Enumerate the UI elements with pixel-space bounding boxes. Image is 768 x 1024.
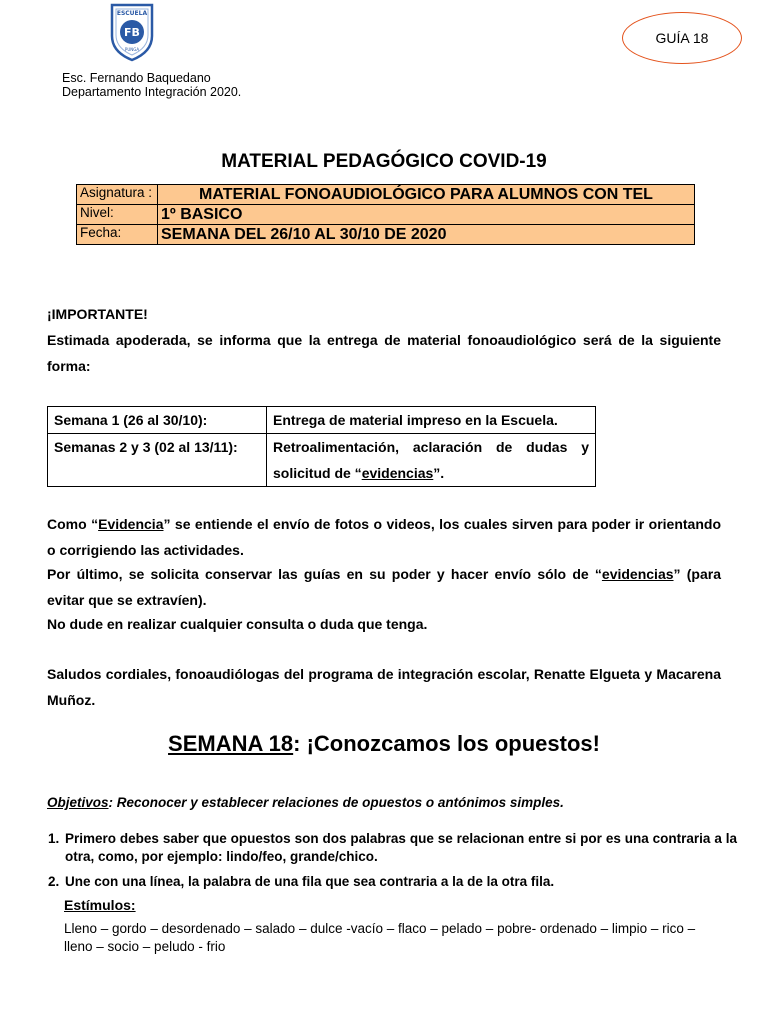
week-heading-subtitle: : ¡Conozcamos los opuestos! [293,731,600,756]
logo-arc-text: ESCUELA [116,10,148,17]
department-name: Departamento Integración 2020. [62,85,242,99]
stimuli-label: Estímulos: [64,897,136,913]
logo-initials: FB [124,26,140,39]
evidence-term: Evidencia [98,516,164,532]
table-row [48,434,596,487]
info-table [76,184,695,245]
evidence-text: ” se entiende el envío de fotos o videos, los cuales sirven para poder ir orientando o corrigiendo las actividades. [47,516,721,558]
guide-number-badge [622,12,742,64]
level-value: 1º BASICO [158,205,695,225]
contact-paragraph: No dude en realizar cualquier consulta o duda que tenga. [47,616,428,632]
subject-label: Asignatura : [77,185,158,205]
stimuli-words: Lleno – gordo – desordenado – salado – dulce -vacío – flaco – pelado – pobre- ordenado – limpio – rico – lleno – socio – peludo - frio [64,921,696,954]
week-heading-label: SEMANA 18 [168,731,294,756]
guide-number-label: GUÍA 18 [655,30,709,46]
date-label: Fecha: [77,225,158,245]
info-row-subject [77,185,695,205]
objectives-label: Objetivos [47,795,109,810]
document-title: MATERIAL PEDAGÓGICO COVID-19 [221,151,547,172]
logo-bottom-text: PUNGA [124,47,140,52]
evidence-text: Como “ [47,516,99,532]
objectives-text: : Reconocer y establecer relaciones de opuestos o antónimos simples. [108,795,564,810]
greeting-paragraph: Saludos cordiales, fonoaudiólogas del programa de integración escolar, Renatte Elgueta y Macarena Muñoz. [47,666,721,708]
keep-guides-text: Por último, se solicita conservar las guías en su poder y hacer envío sólo de “ [47,566,602,582]
list-item: 2. Une con una línea, la palabra de una fila que sea contraria a la de la otra fila. [63,873,737,891]
subject-value: MATERIAL FONOAUDIOLÓGICO PARA ALUMNOS CON TEL [158,185,695,205]
notice-text: Estimada apoderada, se informa que la entrega de material fonoaudiológico será de la siguiente forma: [47,332,721,374]
activity-cell [267,407,596,434]
evidence-term: evidencias [601,566,674,582]
evidence-link: evidencias [361,465,434,481]
table-row [48,407,596,434]
school-logo [108,2,156,62]
week-cell: Semana 1 (26 al 30/10): [48,407,267,434]
info-row-date [77,225,695,245]
instructions-list [47,830,737,898]
notice-heading: ¡IMPORTANTE! [47,306,148,322]
level-label: Nivel: [77,205,158,225]
activity-cell [267,434,596,487]
school-info [62,71,241,99]
evidence-paragraph [47,511,721,563]
list-item: 1. Primero debes saber que opuestos son dos palabras que se relacionan entre si por es una contraria a la otra, como, por ejemplo: lindo/feo, grande/chico. [63,830,737,866]
keep-guides-paragraph [47,561,721,613]
week-heading [0,731,768,757]
activity-text-end: ”. [433,465,445,481]
week-cell: Semanas 2 y 3 (02 al 13/11): [48,434,267,487]
school-name: Esc. Fernando Baquedano [62,71,211,85]
objectives [47,795,564,810]
date-value: SEMANA DEL 26/10 AL 30/10 DE 2020 [158,225,695,245]
keep-guides-text: ” (para evitar que se extravíen). [47,566,722,608]
activity-text: Retroalimentación, aclaración de dudas y solicitud de “ [273,439,589,481]
activity-text: Entrega de material impreso en la Escuela. [273,412,558,428]
info-row-level [77,205,695,225]
week-schedule-table [47,406,596,487]
